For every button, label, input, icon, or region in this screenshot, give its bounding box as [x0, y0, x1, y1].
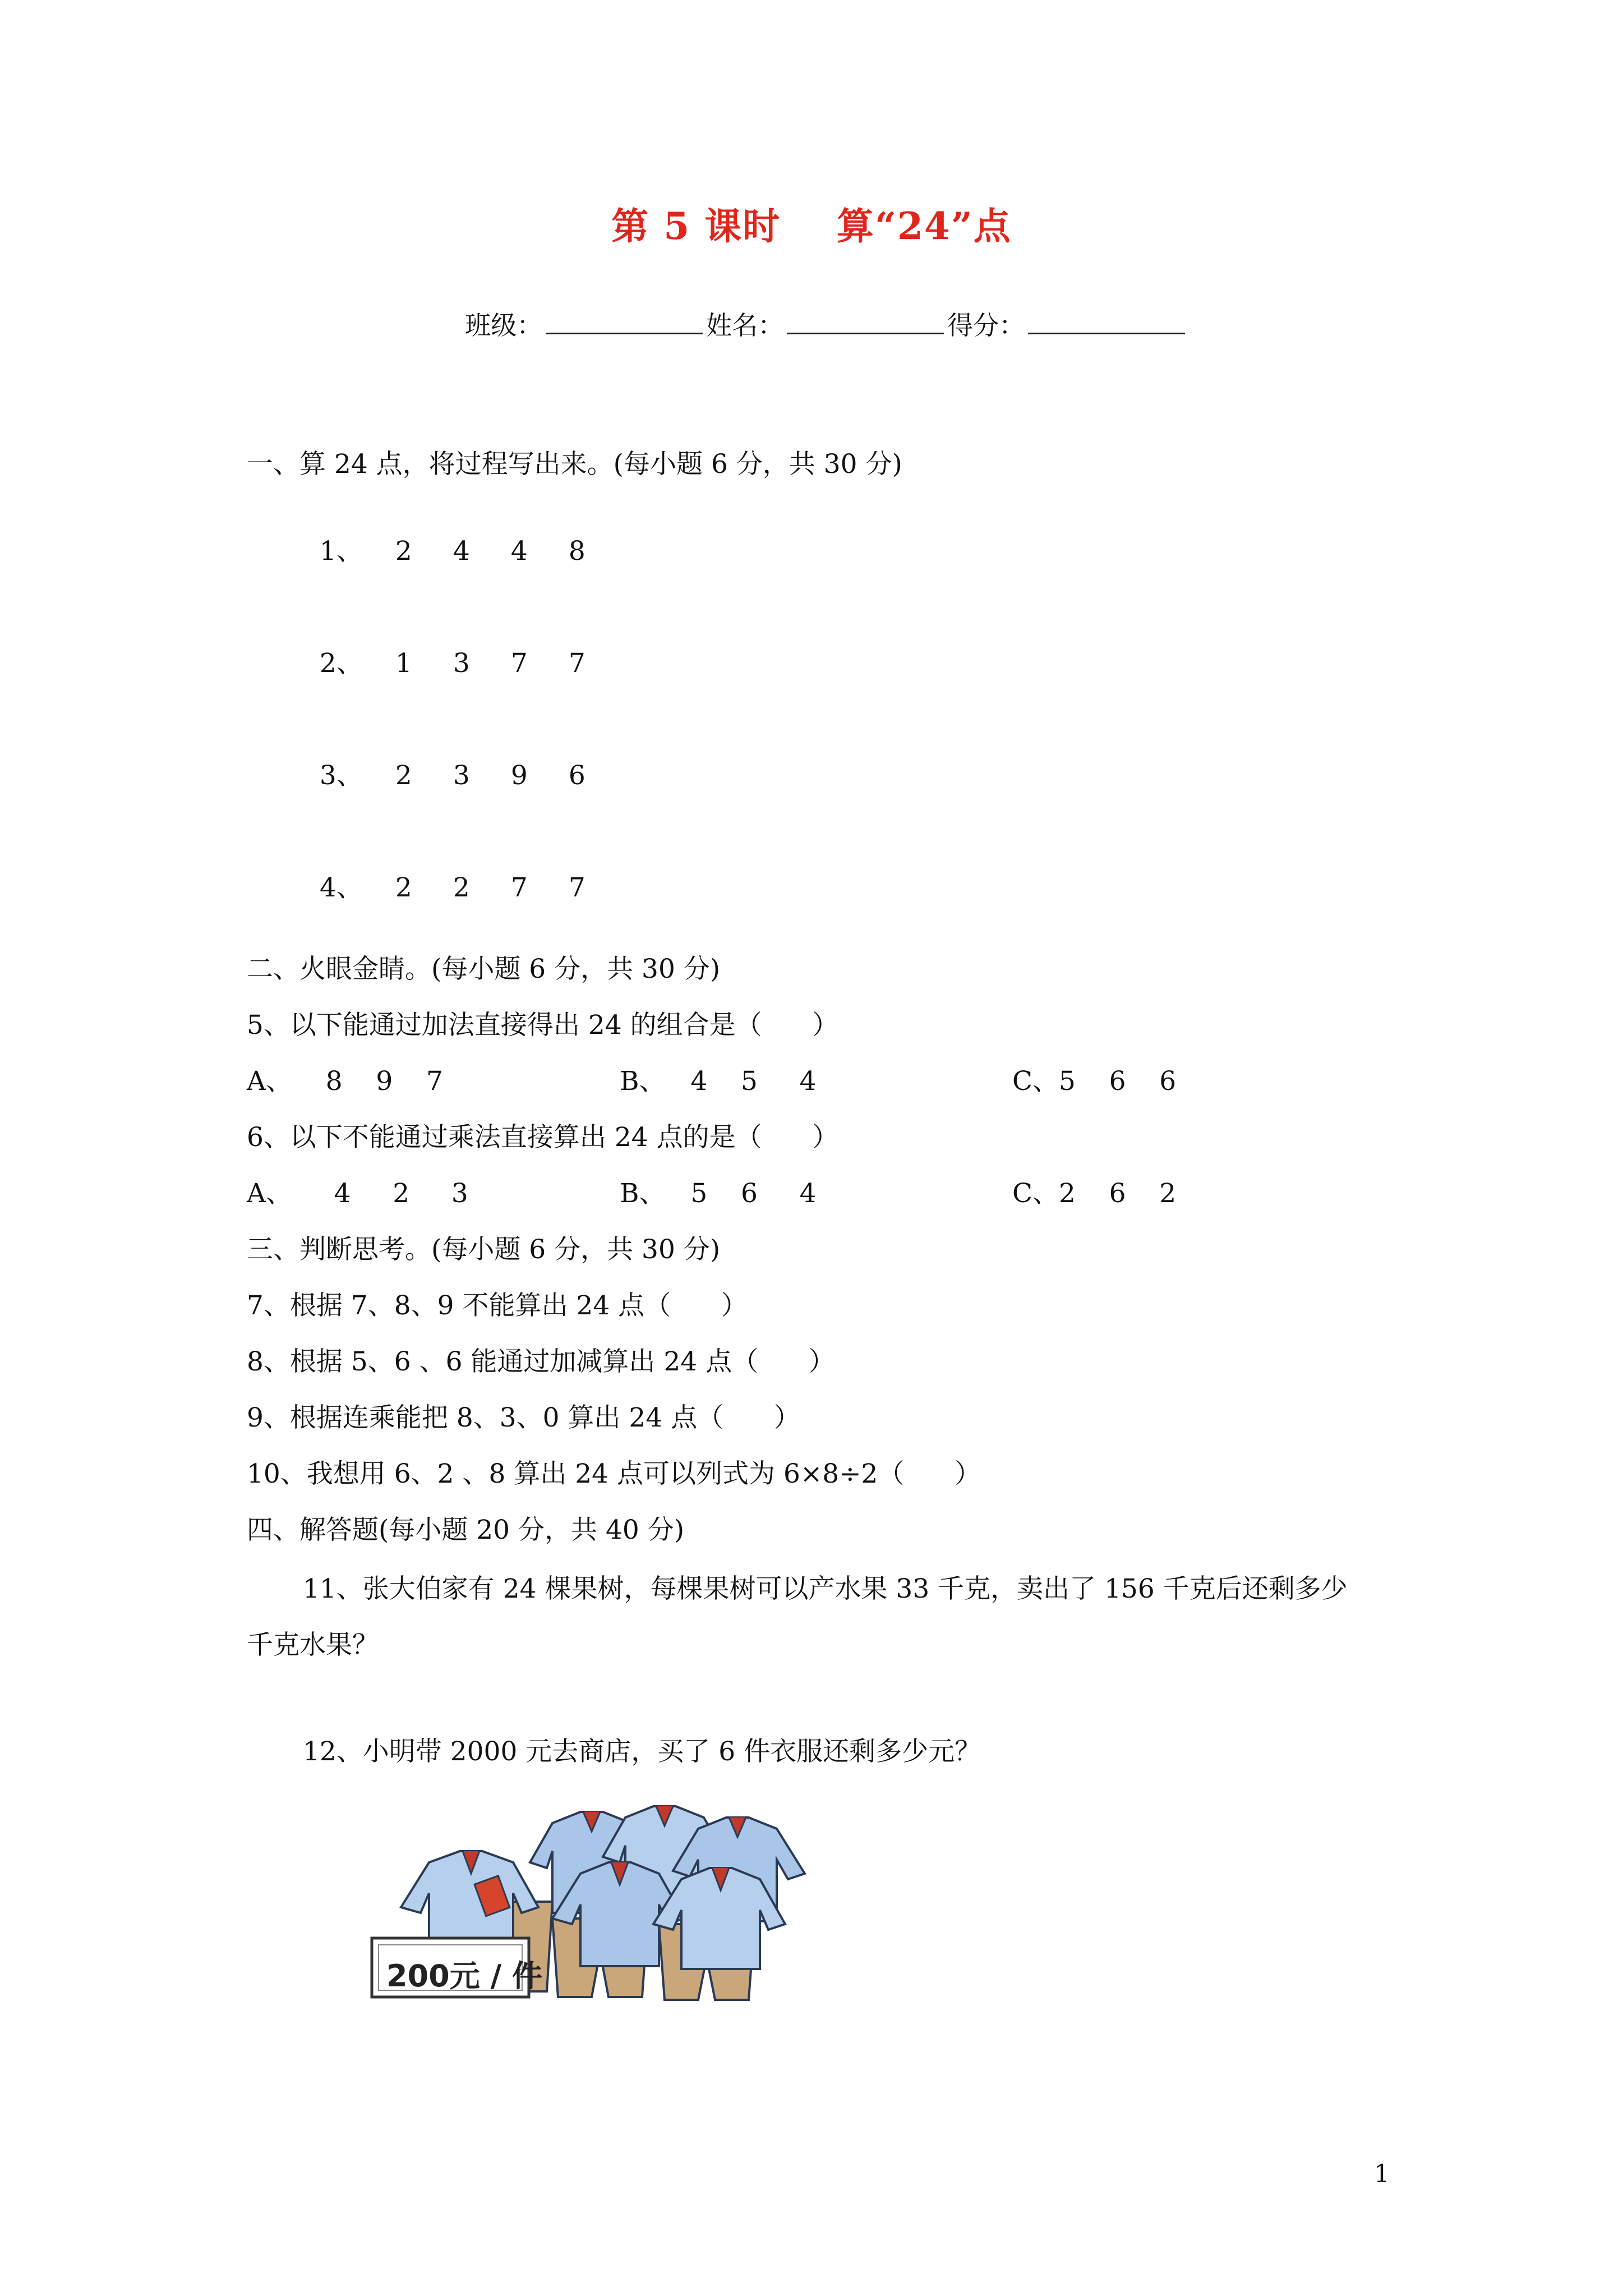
number: 2 [395, 760, 412, 791]
question-6: 6、以下不能通过乘法直接算出 24 点的是（ ） [247, 1122, 839, 1153]
section4-heading: 四、解答题(每小题 20 分，共 40 分) [247, 1515, 685, 1545]
q6-option-b: B、 5 6 4 [620, 1178, 817, 1209]
question-11-line1: 11、张大伯家有 24 棵果树，每棵果树可以产水果 33 千克，卖出了 156 千克后还剩多少 [303, 1573, 1348, 1604]
problem-2 [303, 611, 626, 680]
name-label: 姓名： [706, 310, 784, 341]
score-blank[interactable] [1028, 310, 1185, 334]
question-11-line2: 千克水果？ [247, 1630, 379, 1660]
number: 2 [453, 872, 470, 903]
score-label: 得分： [947, 310, 1025, 341]
question-12: 12、小明带 2000 元去商店，买了 6 件衣服还剩多少元？ [303, 1736, 981, 1767]
number: 8 [568, 536, 585, 567]
q5-option-b: B、 4 5 4 [620, 1066, 817, 1097]
number: 3 [453, 760, 470, 791]
number: 7 [510, 648, 528, 679]
number: 7 [568, 872, 585, 903]
question-8: 8、根据 5、6 、6 能通过加减算出 24 点（ ） [247, 1346, 835, 1377]
number: 6 [568, 760, 585, 791]
number: 7 [568, 648, 585, 679]
number: 9 [510, 760, 528, 791]
section3-heading: 三、判断思考。(每小题 6 分，共 30 分) [247, 1234, 721, 1265]
number: 4 [510, 536, 528, 567]
number: 4 [453, 536, 470, 567]
question-9: 9、根据连乘能把 8、3、0 算出 24 点（ ） [247, 1402, 800, 1433]
price-tag-label: 200元 / 件 [386, 1958, 543, 1994]
problem-1 [303, 499, 626, 568]
section2-heading: 二、火眼金睛。(每小题 6 分，共 30 分) [247, 954, 721, 984]
class-label: 班级： [465, 310, 543, 341]
number: 7 [510, 872, 528, 903]
question-5: 5、以下能通过加法直接得出 24 的组合是（ ） [247, 1010, 839, 1041]
name-blank[interactable] [787, 310, 944, 334]
problem-index: 1、 [319, 536, 363, 567]
number: 2 [395, 872, 412, 903]
problem-index: 2、 [319, 648, 363, 679]
number: 3 [453, 648, 470, 679]
q5-option-c: C、5 6 6 [1012, 1066, 1177, 1097]
problem-index: 3、 [319, 760, 363, 791]
page-number: 1 [1374, 2160, 1390, 2188]
question-10: 10、我想用 6、2 、8 算出 24 点可以列式为 6×8÷2（ ） [247, 1458, 981, 1489]
problem-index: 4、 [319, 872, 363, 903]
q6-option-c: C、2 6 2 [1012, 1178, 1177, 1209]
number: 1 [395, 648, 412, 679]
problem-4 [303, 836, 626, 904]
class-blank[interactable] [546, 310, 703, 334]
number: 2 [395, 536, 412, 567]
question-7: 7、根据 7、8、9 不能算出 24 点（ ） [247, 1290, 748, 1321]
student-info-line [449, 275, 1188, 342]
problem-3 [303, 724, 626, 792]
section1-heading: 一、算 24 点，将过程写出来。(每小题 6 分，共 30 分) [247, 449, 902, 480]
q6-option-a: A、 4 2 3 [247, 1178, 468, 1209]
page-title: 第 5 课时 算“24”点 [611, 204, 1012, 248]
q5-option-a: A、 8 9 7 [247, 1066, 443, 1097]
clothes-illustration [367, 1789, 861, 2016]
